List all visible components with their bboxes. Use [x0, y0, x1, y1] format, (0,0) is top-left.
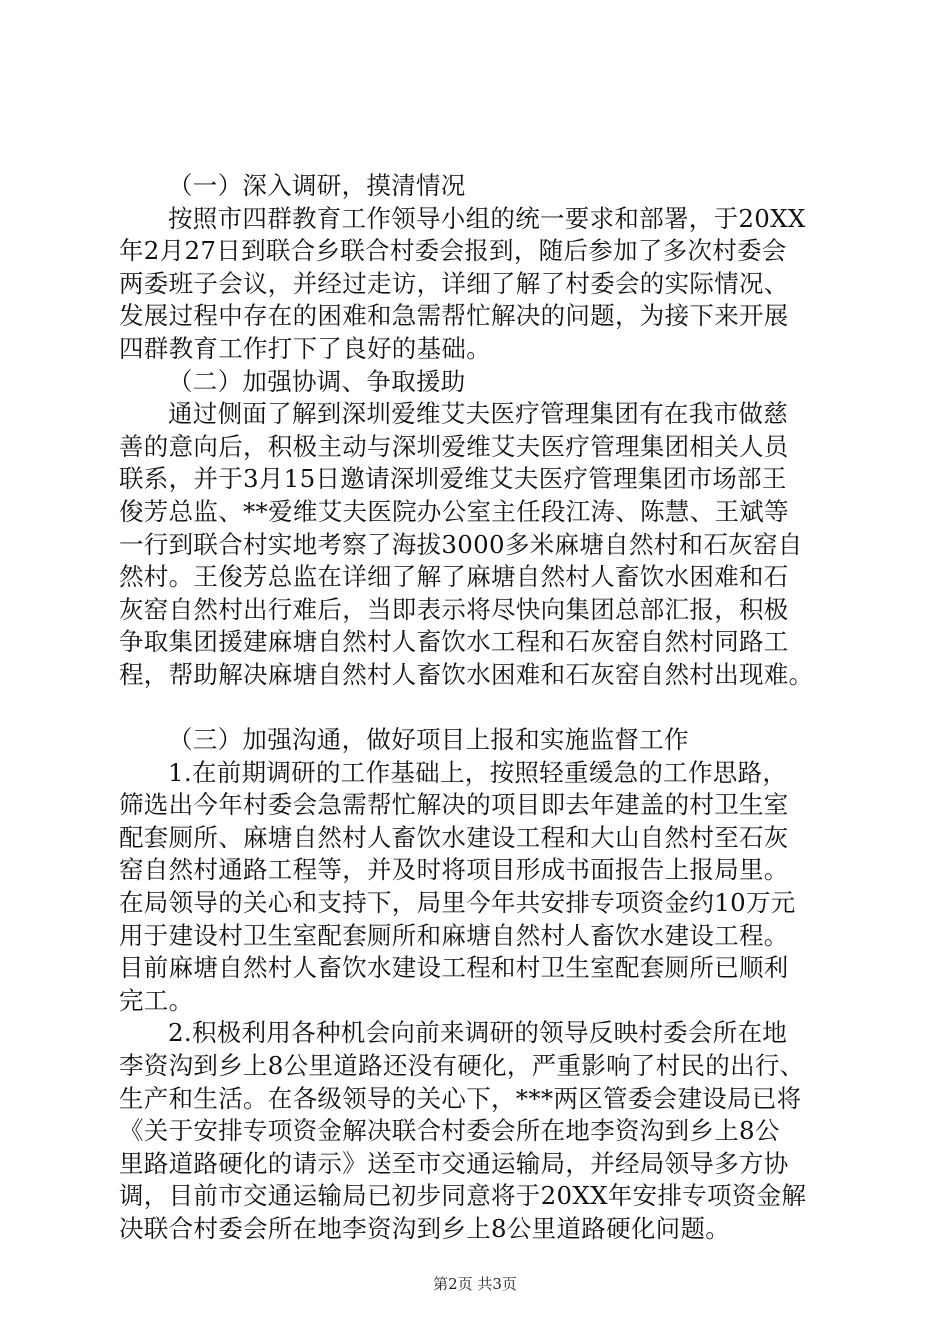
paragraph-line: 善的意向后，积极主动与深圳爱维艾夫医疗管理集团相关人员 [119, 431, 789, 461]
paragraph-line: 筛选出今年村委会急需帮忙解决的项目即去年建盖的村卫生室 [119, 790, 789, 820]
paragraph-line: 生产和生活。在各级领导的关心下，***两区管委会建设局已将 [119, 1083, 802, 1113]
paragraph-line: 按照市四群教育工作领导小组的统一要求和部署，于20XX [168, 203, 806, 233]
section-heading-1: （一）深入调研，摸清情况 [168, 171, 466, 200]
paragraph-line: 一行到联合村实地考察了海拔3000多米麻塘自然村和石灰窑自 [119, 529, 803, 559]
section-heading-2: （二）加强协调、争取援助 [168, 366, 466, 396]
blank-line [119, 692, 849, 725]
paragraph-line: 《关于安排专项资金解决联合村委会所在地李资沟到乡上8公 [119, 1116, 780, 1146]
document-body [119, 170, 849, 1246]
paragraph-line: 在局领导的关心和支持下，局里今年共安排专项资金约10万元 [119, 888, 796, 918]
paragraph-line: 联系，并于3月15日邀请深圳爱维艾夫医疗管理集团市场部王 [119, 464, 787, 494]
paragraph-line: 发展过程中存在的困难和急需帮忙解决的问题，为接下来开展 [119, 301, 789, 331]
paragraph-line: 配套厕所、麻塘自然村人畜饮水建设工程和大山自然村至石灰 [119, 822, 789, 852]
page-footer: 第2页 共3页 [433, 1275, 517, 1293]
paragraph-line: 完工。 [119, 985, 194, 1015]
paragraph-line: 灰窑自然村出行难后，当即表示将尽快向集团总部汇报，积极 [119, 594, 789, 624]
paragraph-line: 然村。王俊芳总监在详细了解了麻塘自然村人畜饮水困难和石 [119, 562, 789, 592]
paragraph-line: 通过侧面了解到深圳爱维艾夫医疗管理集团有在我市做慈 [168, 399, 788, 429]
paragraph-line: 俊芳总监、**爱维艾夫医院办公室主任段江涛、陈慧、王斌等 [119, 496, 789, 526]
paragraph-line: 李资沟到乡上8公里道路还没有硬化，严重影响了村民的出行、 [119, 1051, 805, 1081]
paragraph-line: 程，帮助解决麻塘自然村人畜饮水困难和石灰窑自然村出现难。 [119, 659, 814, 689]
paragraph-line: 年2月27日到联合乡联合村委会报到，随后参加了多次村委会 [119, 236, 787, 266]
section-heading-3: （三）加强沟通，做好项目上报和实施监督工作 [168, 725, 689, 755]
paragraph-line: 窑自然村通路工程等，并及时将项目形成书面报告上报局里。 [119, 855, 789, 885]
paragraph-line: 目前麻塘自然村人畜饮水建设工程和村卫生室配套厕所已顺利 [119, 953, 789, 983]
paragraph-line: 调，目前市交通运输局已初步同意将于20XX年安排专项资金解 [119, 1181, 807, 1211]
paragraph-line: 四群教育工作打下了良好的基础。 [119, 333, 491, 363]
paragraph-line: 2.积极利用各种机会向前来调研的领导反映村委会所在地 [168, 1018, 788, 1048]
paragraph-line: 争取集团援建麻塘自然村人畜饮水工程和石灰窑自然村同路工 [119, 627, 789, 657]
paragraph-line: 里路道路硬化的请示》送至市交通运输局，并经局领导多方协 [119, 1148, 789, 1178]
paragraph-line: 两委班子会议，并经过走访，详细了解了村委会的实际情况、 [119, 268, 789, 298]
paragraph-line: 1.在前期调研的工作基础上，按照轻重缓急的工作思路， [168, 757, 788, 787]
paragraph-line: 用于建设村卫生室配套厕所和麻塘自然村人畜饮水建设工程。 [119, 920, 789, 950]
paragraph-line: 决联合村委会所在地李资沟到乡上8公里道路硬化问题。 [119, 1214, 731, 1243]
